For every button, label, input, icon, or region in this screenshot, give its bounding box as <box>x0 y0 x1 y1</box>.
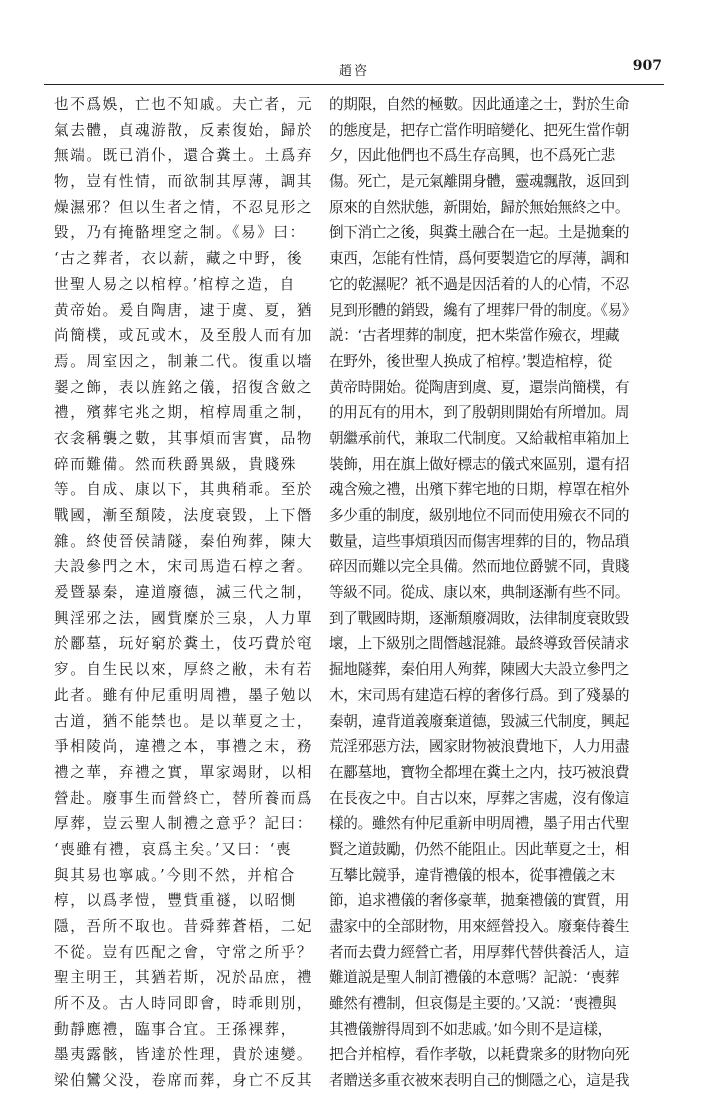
original-text-line: 與其易也寧戚。’今則不然，并棺合 <box>54 866 296 884</box>
translation-text-line: 它的乾濕呢？衹不過是因活着的人的心情，不忍 <box>329 275 630 293</box>
translation-text-line: 盡家中的全部財物，用來經營投入。廢棄侍養生 <box>329 918 630 935</box>
original-text-line: 黄帝始。爰自陶唐，逮于虞、夏，猶 <box>54 301 314 319</box>
translation-text-line: 多少重的制度，級别地位不同而使用殮衣不同的 <box>329 507 630 524</box>
original-text-line: 不從。豈有匹配之會，守常之所乎？ <box>54 943 314 961</box>
translation-text-line: 裝飾，用在旗上做好標志的儀式來區别，還有招 <box>329 455 630 473</box>
original-text-line: 爰暨暴秦，違道廢德，滅三代之制， <box>54 584 314 602</box>
header-rule <box>44 84 664 85</box>
translation-text-line: 秦朝，違背道義廢棄道德，毀滅三代制度，興起 <box>329 712 630 730</box>
original-text-line: ‘喪雖有禮，哀爲主矣。’又曰：‘喪 <box>54 840 293 858</box>
original-text-line: 墨夷露骸，皆達於性理，貴於速變。 <box>54 1046 314 1064</box>
translation-text-line: 夕，因此他們也不爲生存高興，也不爲死亡悲 <box>329 147 615 165</box>
translation-text-line: 掘地隧葬，秦伯用人殉葬，陳國大夫設立參門之 <box>329 661 630 679</box>
translation-text-line: 的態度是，把存亡當作明暗變化、把死生當作朝 <box>329 121 630 139</box>
original-text-line: 夫設參門之木，宋司馬造石椁之奢。 <box>54 558 314 576</box>
original-text-line: 等。自成、康以下，其典稍乖。至於 <box>54 481 314 499</box>
translation-text-line: 者而去費力經營亡者，用厚葬代替供養活人，這 <box>329 943 630 961</box>
original-text-line: 戰國，漸至頽陵，法度衰毀，上下僭 <box>54 507 314 524</box>
translation-text-line: 荒淫邪惡方法，國家財物被浪費地下，人力用盡 <box>329 738 630 756</box>
translation-text-line: 東西，怎能有性情，爲何要製造它的厚薄，調和 <box>329 250 630 268</box>
original-text-line: 穸。自生民以來，厚終之敝，未有若 <box>54 661 314 679</box>
running-header <box>44 58 664 80</box>
original-text-line: 衣衾稱襲之數，其事煩而害實，品物 <box>54 429 314 447</box>
translation-text-line: 難道説是聖人制訂禮儀的本意嗎？記説：‘喪葬 <box>329 969 620 987</box>
translation-text-line: 等級不同。從成、康以來，典制逐漸有些不同。 <box>329 584 630 602</box>
original-text-line: 焉。周室因之，制兼二代。復重以墻 <box>54 352 314 370</box>
page-number: 907 <box>632 58 662 74</box>
translation-text-line: 倒下消亡之後，與糞土融合在一起。土是拋棄的 <box>329 224 630 242</box>
translation-text-line: 其禮儀辦得周到不如悲戚。’如今則不是這樣， <box>329 1020 612 1038</box>
original-text-line: 於酈墓，玩好窮於糞土，伎巧費於窀 <box>54 635 314 653</box>
original-text-line: 營赴。廢事生而營終亡，替所養而爲 <box>54 789 314 807</box>
translation-text-line: 碎因而難以完全具備。然而地位爵號不同，貴賤 <box>329 558 630 576</box>
original-text-line: 厚葬，豈云聖人制禮之意乎？記曰： <box>54 815 314 833</box>
translation-text-line: 原來的自然狀態，新開始，歸於無始無終之中。 <box>329 198 630 216</box>
original-text-line: 雜。終使晉侯請隧，秦伯殉葬，陳大 <box>54 532 314 550</box>
translation-text-line: 樣的。雖然有仲尼重新申明周禮，墨子用古代聖 <box>329 815 630 833</box>
original-text-line: 聖主明王，其猶若斯，况於品庶，禮 <box>54 969 314 987</box>
translation-text-line: 在酈墓地，寶物全都埋在糞土之内，技巧被浪費 <box>329 763 630 781</box>
translation-text-line: 壞，上下級别之間僭越混雜。最終導致晉侯請求 <box>329 635 630 653</box>
original-text-line: 翣之飾，表以旌銘之儀，招復含斂之 <box>54 378 314 396</box>
translation-text-line: 的用瓦有的用木，到了殷朝則開始有所增加。周 <box>329 404 630 422</box>
translation-text-line: 木，宋司馬有建造石椁的奢侈行爲。到了殘暴的 <box>329 686 630 704</box>
translation-text-line: 在野外，後世聖人换成了棺椁。’製造棺椁，從 <box>329 352 612 370</box>
original-text-line: 世聖人易之以棺椁。’棺椁之造，自 <box>54 275 296 293</box>
original-text-line: 梁伯鸞父没，卷席而葬，身亡不反其 <box>54 1072 314 1090</box>
translation-text-line: 雖然有禮制，但哀傷是主要的。’又説：‘喪禮與 <box>329 995 617 1013</box>
original-text-line: 燥濕邪？但以生者之情，不忍見形之 <box>54 198 314 216</box>
translation-text-line: 把合并棺椁，看作孝敬，以耗費衆多的財物向死 <box>329 1046 630 1064</box>
original-text-line: 尚簡樸，或瓦或木，及至殷人而有加 <box>54 327 314 345</box>
original-text-column <box>54 92 320 1094</box>
translation-text-line: 者贈送多重衣被來表明自己的惻隱之心，這是我 <box>329 1072 630 1090</box>
original-text-line: 爭相陵尚，違禮之本，事禮之末，務 <box>54 738 314 756</box>
original-text-line: 興淫邪之法，國貲糜於三泉，人力單 <box>54 609 314 627</box>
translation-text-line: 節，追求禮儀的奢侈豪華，拋棄禮儀的實質，用 <box>329 892 630 910</box>
original-text-line: 毀，乃有掩骼埋窆之制。《易》曰： <box>54 224 306 242</box>
translation-text-line: 傷。死亡，是元氣離開身體，靈魂飄散，返回到 <box>329 173 630 191</box>
original-text-line: 氣去體，貞魂游散，反素復始，歸於 <box>54 121 314 139</box>
translation-text-line: 朝繼承前代，兼取二代制度。又給載棺車箱加上 <box>329 429 630 447</box>
translation-text-line: 到了戰國時期，逐漸頽廢凋敗，法律制度衰敗毀 <box>329 609 630 627</box>
original-text-line: 碎而難備。然而秩爵異級，貴賤殊 <box>54 455 297 473</box>
original-text-line: 禮之華，弃禮之實，單家竭財，以相 <box>54 763 314 781</box>
original-text-line: 椁，以爲孝愷，豐貲重禭，以昭惻 <box>54 892 297 910</box>
translation-text-line: 互攀比競爭，違背禮儀的根本，從事禮儀之末 <box>329 866 615 884</box>
translation-text-line: 賢之道鼓勵，仍然不能阻止。因此華夏之士，相 <box>329 840 630 858</box>
translation-text-line: 説：‘古者埋葬的制度，把木柴當作殮衣，埋藏 <box>329 327 620 345</box>
translation-text-line: 的期限，自然的極數。因此通達之士，對於生命 <box>329 96 630 113</box>
original-text-line: 物，豈有性情，而欲制其厚薄，調其 <box>54 173 314 191</box>
translation-text-line: 在長夜之中。自古以來，厚葬之害處，沒有像這 <box>329 789 630 807</box>
translation-text-line: 見到形體的銷毀，纔有了埋葬尸骨的制度。《易》 <box>329 301 637 319</box>
original-text-line: 此者。雖有仲尼重明周禮，墨子勉以 <box>54 686 314 704</box>
original-text-line: 動靜應禮，臨事合宜。王孫裸葬， <box>54 1020 297 1038</box>
original-text-line: 無端。既已消仆，還合糞土。土爲弃 <box>54 147 314 165</box>
original-text-line: 所不及。古人時同即會，時乖則別， <box>54 995 314 1013</box>
original-text-line: 隱，吾所不取也。昔舜葬蒼梧，二妃 <box>54 918 314 935</box>
original-text-line: 古道，猶不能禁也。是以華夏之士， <box>54 712 314 730</box>
running-title: 趙咨 <box>338 64 369 79</box>
translation-text-line: 黄帝時開始。從陶唐到虞、夏，還崇尚簡樸，有 <box>329 378 630 396</box>
original-text-line: 也不爲娛，亡也不知戚。夫亡者，元 <box>54 96 314 113</box>
original-text-line: 禮，殯葬宅兆之期，棺椁周重之制， <box>54 404 314 422</box>
original-text-line: ‘古之葬者，衣以薪，藏之中野，後 <box>54 250 304 268</box>
translation-text-line: 魂含殮之禮，出殯下葬宅地的日期，椁罩在棺外 <box>329 481 630 499</box>
translation-text-line: 數量，這些事煩瑣因而傷害埋葬的目的，物品瑣 <box>329 532 630 550</box>
translation-column <box>329 92 671 1094</box>
